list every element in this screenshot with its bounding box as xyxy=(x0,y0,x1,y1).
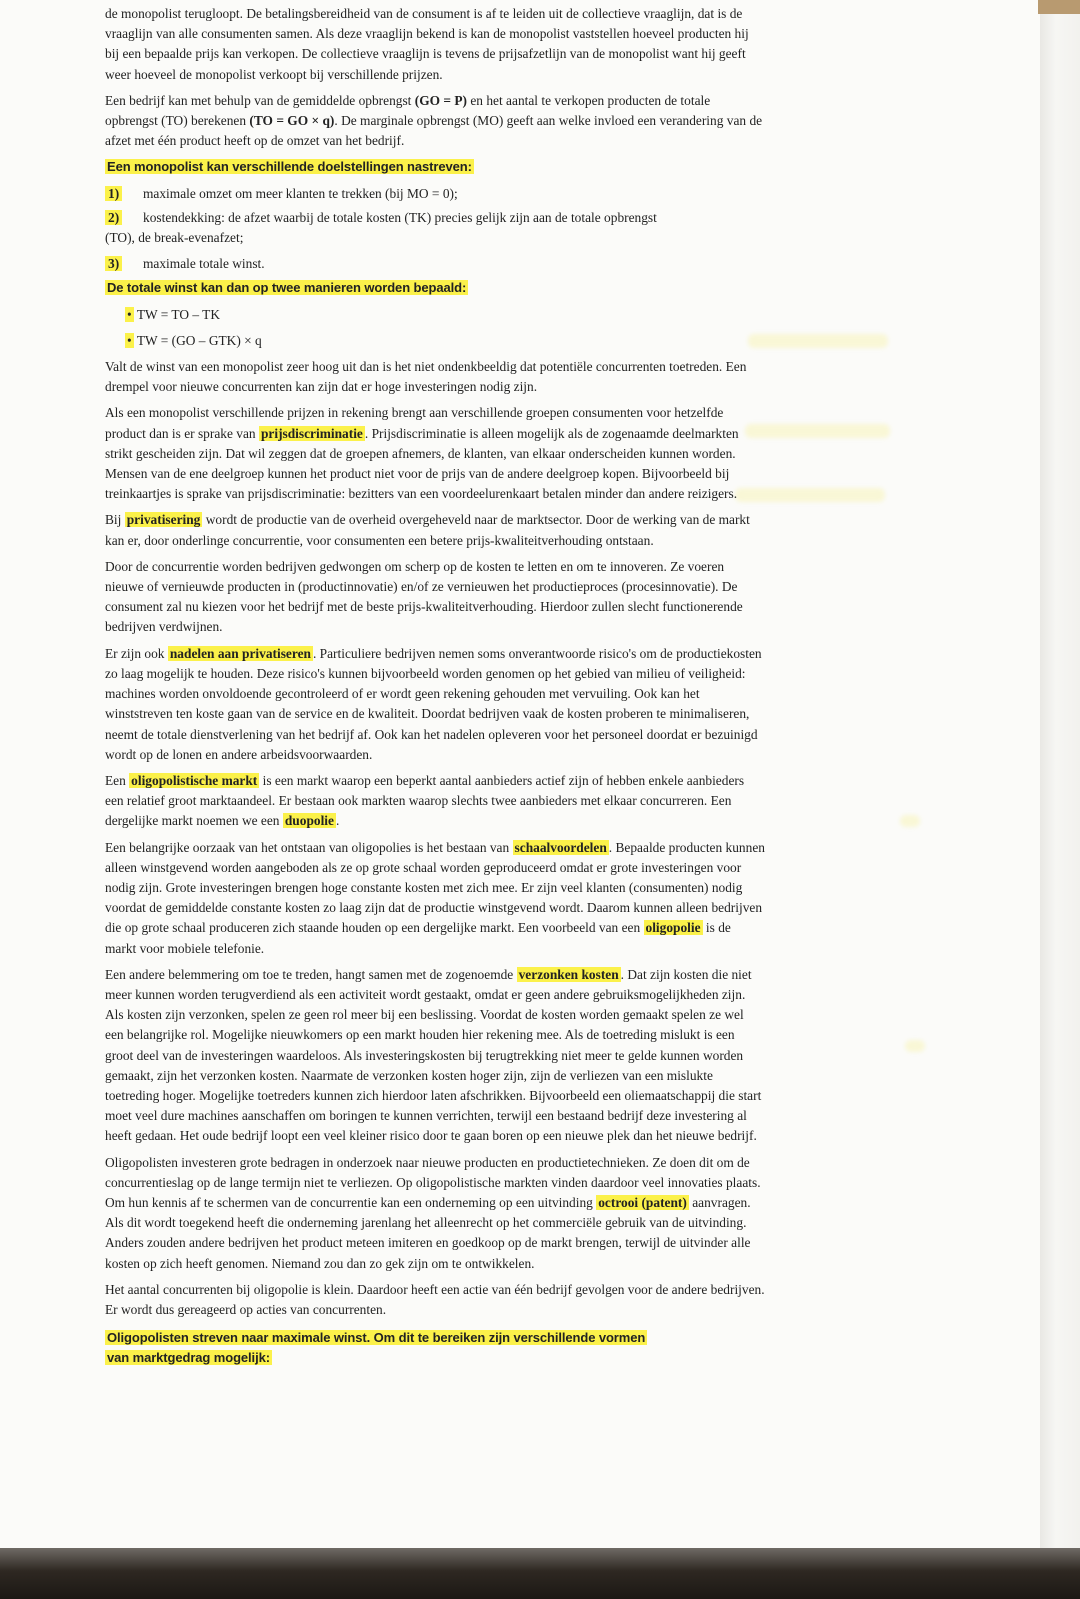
profit-formula: • TW = TO – TK xyxy=(127,306,220,322)
paragraph-opbrengst: Een bedrijf kan met behulp van de gemiddelde opbrengst (GO = P) en het aantal te verkopen producten de totale opbrengst (TO) berekenen (TO = GO × q). De marginale opbrengst (MO) geeft aan welke invloed een verandering van de afzet met één product heeft op de omzet van het bedrijf. xyxy=(105,92,763,149)
bleed-through-mark xyxy=(745,424,890,438)
paragraph-concurrentie: Door de concurrentie worden bedrijven gedwongen om scherp op de kosten te letten en om te innoveren. Ze voeren nieuwe of vernieuwde producten in (productinnovatie) en/of ze vernieuwen het productieproces (procesinnovatie). De consument zal nu kiezen voor het bedrijf met de beste prijs-kwaliteitverhouding. Hierdoor zullen slecht functionerende bedrijven verdwijnen. xyxy=(105,558,743,635)
tabletop-corner xyxy=(1038,0,1080,14)
paragraph-oligopolistische-markt: Een oligopolistische markt is een markt waarop een beperkt aantal aanbieders actief zijn of hebben enkele aanbieders een relatief groot marktaandeel. Er bestaan ook markten waarop slechts twee aanbieders met elkaar concurreren. Een dergelijke markt noemen we een duopolie . xyxy=(105,772,745,829)
profit-heading: De totale winst kan dan op twee manieren worden bepaald: xyxy=(107,280,467,296)
paragraph-aantal-concurrenten: Het aantal concurrenten bij oligopolie is klein. Daardoor heeft een actie van één bedrijf gevolgen voor de andere bedrijven. Er wordt dus gereageerd op acties van concurrenten. xyxy=(105,1281,765,1317)
goal-number: 2) xyxy=(105,210,122,225)
formula-go-p: (GO = P) xyxy=(414,92,468,108)
goal-text: kostendekking: de afzet waarbij de totale kosten (TK) precies gelijk zijn aan de totale opbrengst xyxy=(143,209,657,225)
term-oligopolistische-markt: oligopolistische markt xyxy=(131,772,258,788)
goal-text: maximale omzet om meer klanten te trekken (bij MO = 0); xyxy=(143,185,458,201)
final-heading: Oligopolisten streven naar maximale winst. Om dit te bereiken zijn verschillende vormen van marktgedrag mogelijk: xyxy=(107,1330,646,1366)
paragraph-intro: de monopolist terugloopt. De betalingsbereidheid van de consument is af te leiden uit de collectieve vraaglijn, dat is de vraaglijn van alle consumenten samen. Als deze vraaglijn bekend is kan de monopolist vaststellen hoeveel producten hij bij een bepaalde prijs kan verkopen. De collectieve vraaglijn is tevens de prijsafzetlijn van de monopolist want hij geeft weer hoeveel de monopolist verkoopt bij verschillende prijzen. xyxy=(105,6,749,82)
goal-item xyxy=(105,208,765,228)
term-duopolie: duopolie xyxy=(284,813,334,829)
paragraph-privatisering: Bij privatisering wordt de productie van de overheid overgeheveld naar de marktsector. Door de werking van de markt kan er, door onderlinge concurrentie, voor consumenten een betere prijs-kwaliteitverhouding ontstaan. xyxy=(105,512,750,548)
paragraph-schaalvoordelen: Een belangrijke oorzaak van het ontstaan van oligopolies is het bestaan van schaalvoordelen . Bepaalde producten kunnen alleen winstgevend worden aangeboden als ze op grote schaal worden geproduceerd omdat er grote investeringen voor nodig zijn. Grote investeringen brengen hoge constante kosten met zich mee. Er zijn veel klanten (consumenten) nodig voordat de gemiddelde constante kosten zo laag zijn dat de productie winstgevend wordt. Daarom kunnen alleen bedrijven die op grote schaal produceren zich staande houden op een dergelijke markt. Een voorbeeld van een oligopolie is de markt voor mobiele telefonie. xyxy=(105,839,765,956)
table-surface-shadow xyxy=(0,1548,1080,1599)
term-nadelen-aan-privatiseren: nadelen aan privatiseren xyxy=(169,645,311,661)
goal-text: maximale totale winst. xyxy=(143,256,265,272)
bullet-icon: • xyxy=(127,306,132,322)
term-schaalvoordelen: schaalvoordelen xyxy=(514,839,607,855)
document-body xyxy=(105,4,765,1375)
term-octrooi: octrooi (patent) xyxy=(598,1194,687,1210)
paragraph-octrooi: Oligopolisten investeren grote bedragen in onderzoek naar nieuwe producten en productietechnieken. Ze doen dit om de concurrentieslag op de lange termijn niet te verliezen. Op oligopolistische markten vinden daardoor veel innovaties plaats. Om hun kennis af te schermen van de concurrentie kan een onderneming op een uitvinding octrooi (patent) aanvragen. Als dit wordt toegekend heeft die onderneming jarenlang het alleenrecht op het commerciële gebruik van de uitvinding. Anders zouden andere bedrijven het product meteen imiteren en goedkoop op de markt brengen, terwijl de uitvinder alle kosten op zich heeft genomen. Niemand zou dan zo gek zijn om te ontwikkelen. xyxy=(105,1154,761,1271)
goal-continuation: (TO), de break-evenafzet; xyxy=(105,230,244,246)
profit-formula: • TW = (GO – GTK) × q xyxy=(127,332,262,348)
bullet-icon: • xyxy=(127,332,132,348)
paragraph-nadelen: Er zijn ook nadelen aan privatiseren . Particuliere bedrijven nemen soms onverantwoorde risico's om de productiekosten zo laag mogelijk te houden. Deze risico's kunnen bijvoorbeeld worden genomen op het gebied van milieu of veiligheid: machines worden onvoldoende gecontroleerd of er wordt geen rekening gehouden met vervuiling. Ook kan het winststreven ten koste gaan van de service en de kwaliteit. Doordat bedrijven vaak de kosten proberen te minimaliseren, neemt de totale dienstverlening van het bedrijf af. Ook kan het nadelen opleveren voor het personeel doordat er bezuinigd wordt op de lonen en andere arbeidsvoorwaarden. xyxy=(105,645,762,762)
term-privatisering: privatisering xyxy=(126,512,201,528)
term-prijsdiscriminatie: prijsdiscriminatie xyxy=(260,425,363,441)
term-verzonken-kosten: verzonken kosten xyxy=(518,966,619,982)
goal-item xyxy=(105,254,765,274)
paragraph-verzonken-kosten: Een andere belemmering om toe te treden, hangt samen met de zogenoemde verzonken kosten . Dat zijn kosten die niet meer kunnen worden terugverdiend als een activiteit wordt gestaakt, omdat er geen andere gebruiksmogelijkheden zijn. Als kosten zijn verzonken, spelen ze geen rol meer bij een beslissing. Voordat de kosten worden gemaakt spelen ze wel een belangrijke rol. Mogelijke nieuwkomers op een markt houden hier rekening mee. Als de toetreding mislukt is een groot deel van de investeringen waardeloos. Als investeringskosten bij terugtrekking niet meer te gelde kunnen worden gemaakt, zijn het verzonken kosten. Naarmate de verzonken kosten hoger zijn, zijn de verliezen van een mislukte toetreding hoger. Mogelijke toetreders kunnen zich hierdoor laten afschrikken. Bijvoorbeeld een oliemaatschappij die start moet veel dure machines aanschaffen om boringen te kunnen verrichten, terwijl een bestaand bedrijf deze investering al heeft gedaan. Het oude bedrijf loopt een veel kleiner risico door te gaan boren op een nieuwe plek dan het nieuwe bedrijf. xyxy=(105,966,762,1144)
goal-number: 3) xyxy=(105,256,122,271)
bleed-through-mark xyxy=(905,1040,925,1052)
term-oligopolie: oligopolie xyxy=(645,920,701,936)
paragraph-toetreden: Valt de winst van een monopolist zeer hoog uit dan is het niet ondenkbeeldig dat potentiële concurrenten toetreden. Een drempel voor nieuwe concurrenten kan zijn dat er hoge investeringen nodig zijn. xyxy=(105,359,747,395)
paragraph-prijsdiscriminatie: Als een monopolist verschillende prijzen in rekening brengt aan verschillende groepen consumenten voor hetzelfde product dan is er sprake van prijsdiscriminatie . Prijsdiscriminatie is alleen mogelijk als de zogenaamde deelmarkten strikt gescheiden zijn. Dat wil zeggen dat de groepen afnemers, de klanten, van elkaar onderscheiden kunnen worden. Mensen van de ene deelgroep kunnen het product niet voor de prijs van de andere deelgroep kopen. Bijvoorbeeld bij treinkaartjes is sprake van prijsdiscriminatie: bezitters van een voordeelurenkaart betalen minder dan andere reizigers. xyxy=(105,405,739,502)
goal-number: 1) xyxy=(105,186,122,201)
goal-item xyxy=(105,184,765,204)
bleed-through-mark xyxy=(748,334,888,348)
goals-heading: Een monopolist kan verschillende doelstellingen nastreven: xyxy=(107,159,472,175)
bleed-through-mark xyxy=(900,815,920,827)
formula-to: (TO = GO × q) xyxy=(249,113,335,129)
paper-edge xyxy=(1040,0,1080,1560)
